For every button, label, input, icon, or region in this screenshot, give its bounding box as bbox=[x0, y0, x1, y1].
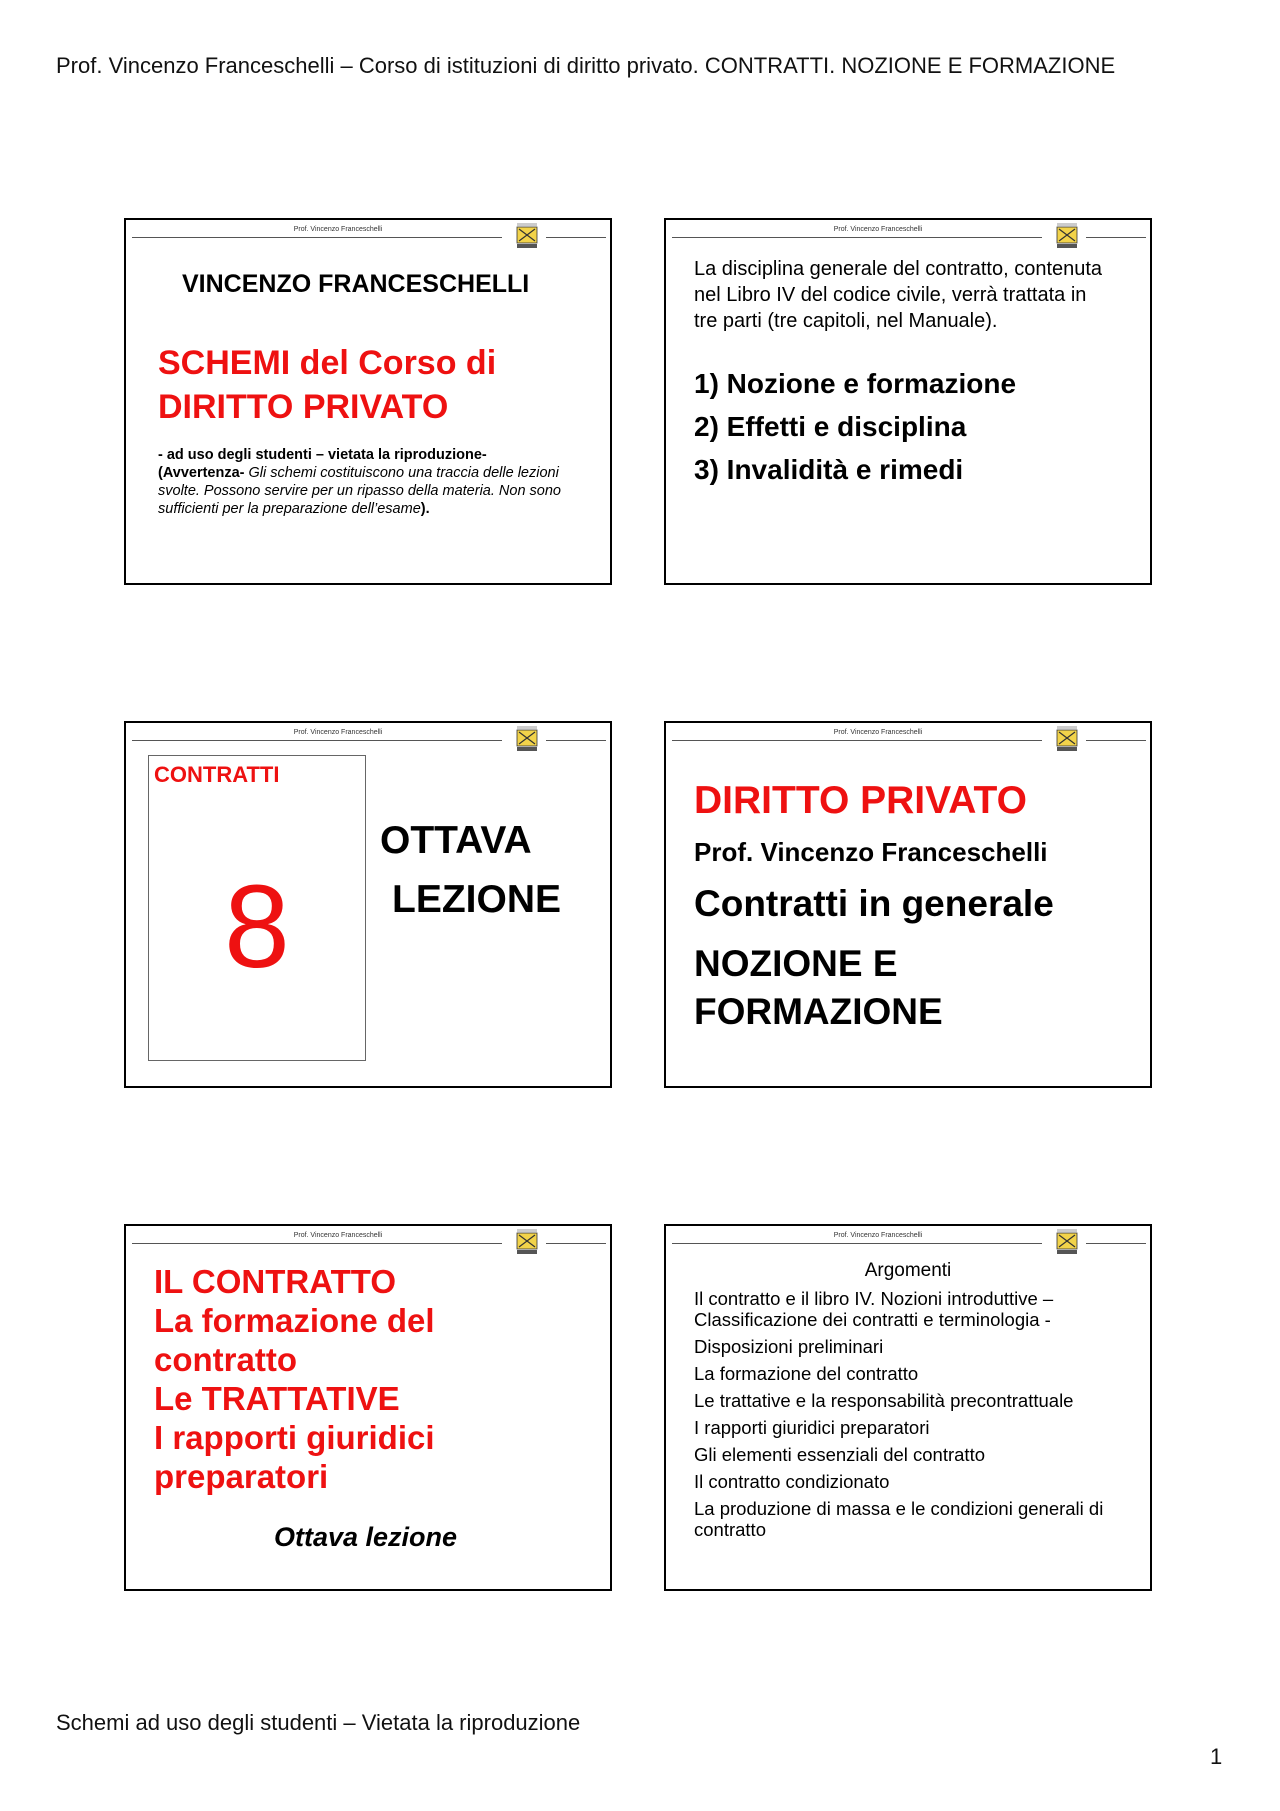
professor-name: Prof. Vincenzo Franceschelli bbox=[694, 837, 1048, 867]
disclaimer-end: ). bbox=[420, 501, 430, 517]
disclaimer-notice: - ad uso degli studenti – vietata la riproduzione- bbox=[158, 447, 487, 463]
slide-header: Prof. Vincenzo Franceschelli bbox=[126, 1232, 610, 1242]
topic-list bbox=[154, 1262, 435, 1496]
part-3: 3) Invalidità e rimedi bbox=[694, 454, 964, 485]
university-logo-icon bbox=[1056, 1229, 1078, 1255]
topic-line: La formazione del bbox=[154, 1302, 435, 1339]
slide-header: Prof. Vincenzo Franceschelli bbox=[666, 729, 1150, 739]
lesson-word-1: OTTAVA bbox=[380, 819, 532, 862]
slide-header: Prof. Vincenzo Franceschelli bbox=[126, 226, 610, 236]
disclaimer bbox=[158, 446, 578, 518]
argument-item: Il contratto e il libro IV. Nozioni introduttive – Classificazione dei contratti e terminologia - bbox=[694, 1288, 1054, 1330]
argument-item: La formazione del contratto bbox=[694, 1363, 919, 1384]
slide-overview bbox=[664, 218, 1152, 585]
part-1: 1) Nozione e formazione bbox=[694, 368, 1017, 399]
lesson-number-box bbox=[148, 755, 366, 1061]
topic-line2: FORMAZIONE bbox=[694, 991, 943, 1032]
university-logo-icon bbox=[1056, 726, 1078, 752]
course-title: DIRITTO PRIVATO bbox=[694, 779, 1027, 822]
overview-intro: La disciplina generale del contratto, contenuta nel Libro IV del codice civile, verrà trattata in tre parti (tre capitoli, nel Manuale). bbox=[694, 258, 1103, 332]
argument-item: Il contratto condizionato bbox=[694, 1471, 890, 1492]
argument-item: I rapporti giuridici preparatori bbox=[694, 1417, 930, 1438]
university-logo-icon bbox=[516, 223, 538, 249]
lesson-number: 8 bbox=[224, 861, 290, 993]
page-number: 1 bbox=[1210, 1744, 1223, 1769]
part-2: 2) Effetti e disciplina bbox=[694, 411, 967, 442]
topic-line: I rapporti giuridici bbox=[154, 1419, 435, 1456]
argument-item: Le trattative e la responsabilità precontrattuale bbox=[694, 1390, 1074, 1411]
disclaimer-label: (Avvertenza- bbox=[158, 465, 245, 481]
argument-item: Disposizioni preliminari bbox=[694, 1336, 884, 1357]
topic-line: IL CONTRATTO bbox=[154, 1263, 396, 1300]
page-header: Prof. Vincenzo Franceschelli – Corso di istituzioni di diritto privato. CONTRATTI. NOZIONE E FORMAZIONE bbox=[56, 53, 1116, 78]
topic-line: contratto bbox=[154, 1341, 297, 1378]
course-title-line1: SCHEMI del Corso di bbox=[158, 344, 497, 382]
university-logo-icon bbox=[516, 1229, 538, 1255]
box-label: CONTRATTI bbox=[154, 762, 280, 787]
slide-header: Prof. Vincenzo Franceschelli bbox=[666, 1232, 1150, 1242]
slide-header: Prof. Vincenzo Franceschelli bbox=[126, 729, 610, 739]
lesson-word-2: LEZIONE bbox=[392, 878, 562, 921]
lesson-caption: Ottava lezione bbox=[274, 1522, 458, 1552]
slide-title bbox=[124, 218, 612, 585]
arguments-heading: Argomenti bbox=[864, 1260, 952, 1281]
slide-arguments bbox=[664, 1224, 1152, 1591]
subtitle: Contratti in generale bbox=[694, 883, 1054, 924]
slide-lesson-number bbox=[124, 721, 612, 1088]
page-footer: Schemi ad uso degli studenti – Vietata la riproduzione bbox=[56, 1710, 581, 1735]
topic-line: Le TRATTATIVE bbox=[154, 1380, 400, 1417]
argument-item: Gli elementi essenziali del contratto bbox=[694, 1444, 986, 1465]
course-title-line2: DIRITTO PRIVATO bbox=[158, 388, 449, 426]
university-logo-icon bbox=[1056, 223, 1078, 249]
arguments-list bbox=[694, 1288, 1134, 1540]
topic-line1: NOZIONE E bbox=[694, 943, 898, 984]
university-logo-icon bbox=[516, 726, 538, 752]
slide-header: Prof. Vincenzo Franceschelli bbox=[666, 226, 1150, 236]
disclaimer-text: Gli schemi costituiscono una traccia delle lezioni svolte. Possono servire per un ripasso della materia. Non sono sufficienti per la preparazione dell’esame bbox=[158, 465, 561, 517]
topic-line: preparatori bbox=[154, 1458, 329, 1495]
author-name: VINCENZO FRANCESCHELLI bbox=[182, 270, 530, 298]
argument-item: La produzione di massa e le condizioni generali di contratto bbox=[694, 1498, 1104, 1540]
slide-contract-topics bbox=[124, 1224, 612, 1591]
slide-course-title bbox=[664, 721, 1152, 1088]
